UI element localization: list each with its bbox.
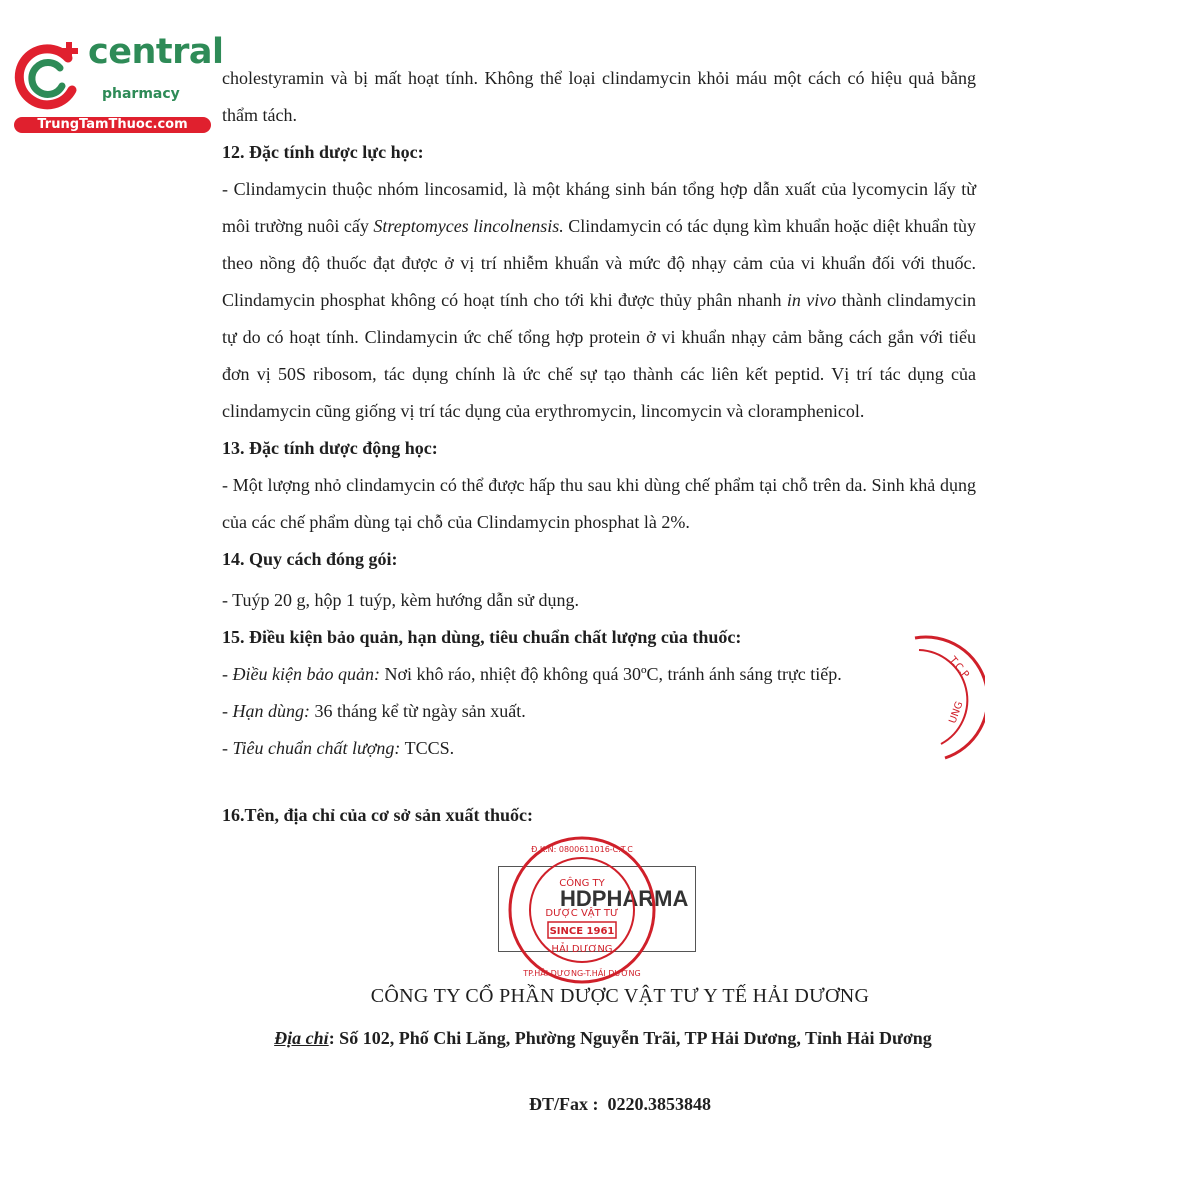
p12-part-a: - Clindamycin thuộc nhóm lincosamid, là một kháng sinh bán tổng hợp dẫn xuất của lycomycin lấy từ môi trường nuôi cấy <box>222 179 976 236</box>
heading-12: 12. Đặc tính dược lực học: <box>222 142 424 162</box>
company-address <box>248 1025 958 1052</box>
company-name: CÔNG TY CỔ PHẦN DƯỢC VẬT TƯ Y TẾ HẢI DƯƠNG <box>370 985 870 1007</box>
paragraph-13: - Một lượng nhỏ clindamycin có thể được hấp thu sau khi dùng chế phẩm tại chỗ trên da. Sinh khả dụng của các chế phẩm dùng tại chỗ của Clindamycin phosphat là 2%. <box>222 475 976 532</box>
hdpharma-mark: HDPHARMA <box>560 886 689 911</box>
heading-13: 13. Đặc tính dược động học: <box>222 438 438 458</box>
heading-15: 15. Điều kiện bảo quản, hạn dùng, tiêu chuẩn chất lượng của thuốc: <box>222 627 742 647</box>
since-label: SINCE 1961 <box>549 926 615 937</box>
stamp-bottom-ring: TP.HẢI DƯƠNG-T.HẢI DƯƠNG <box>523 969 641 978</box>
stamp-ring-text: Đ.K.N: 0800611016-C.T.C <box>531 845 633 854</box>
standard-text: TCCS. <box>400 738 455 758</box>
central-pharmacy-logo <box>10 32 224 138</box>
round-company-stamp <box>490 828 720 998</box>
logo-website: TrungTamThuoc.com <box>14 117 211 133</box>
central-logo-icon <box>10 38 90 118</box>
heading-14: 14. Quy cách đóng gói: <box>222 549 398 569</box>
p12-species: Streptomyces lincolnensis. <box>373 216 564 236</box>
heading-16: 16.Tên, địa chỉ của cơ sở sản xuất thuốc: <box>222 805 533 825</box>
expiry-text: 36 tháng kể từ ngày sản xuất. <box>310 701 526 721</box>
phone-label: ĐT/Fax : <box>529 1094 599 1114</box>
logo-brand-text: central <box>88 32 224 72</box>
standard-line <box>222 730 976 767</box>
p12-part-c: thành clindamycin tự do có hoạt tính. Clindamycin ức chế tổng hợp protein ở vi khuẩn nhạy cảm bằng cách gắn với tiểu đơn vị 50S ribosom, tác dụng chính là ức chế sự tạo thành các liên kết peptid. Vị trí tác dụng của clindamycin cũng giống vị trí tác dụng của erythromycin, lincomycin và cloramphenicol. <box>222 290 977 421</box>
company-seal-area <box>490 828 720 998</box>
expiry-line <box>222 693 976 730</box>
phone-value: 0220.3853848 <box>607 1094 711 1114</box>
partial-stamp-right <box>905 628 985 768</box>
phone-line <box>300 1094 940 1115</box>
stamp-side-text: T.C.P <box>946 654 971 681</box>
expiry-label: - Hạn dùng: <box>222 701 310 721</box>
paragraph-14: - Tuýp 20 g, hộp 1 tuýp, kèm hướng dẫn sử dụng. <box>222 590 580 610</box>
document-body <box>222 60 976 834</box>
storage-text: Nơi khô ráo, nhiệt độ không quá 30ºC, tránh ánh sáng trực tiếp. <box>379 664 842 684</box>
stamp-inner-3: HẢI DƯƠNG <box>551 944 613 955</box>
stamp-inner-2: DƯỢC VẬT TƯ <box>545 908 619 919</box>
stamp-side-text-2: UNG <box>947 700 966 726</box>
stamp-inner-1: CÔNG TY <box>559 878 605 889</box>
standard-label: - Tiêu chuẩn chất lượng: <box>222 738 401 758</box>
storage-label: - Điều kiện bảo quản: <box>222 664 380 684</box>
paragraph-intro: cholestyramin và bị mất hoạt tính. Không thể loại clindamycin khỏi máu một cách có hiệu quả bằng thẩm tách. <box>222 68 976 125</box>
logo-subtitle: pharmacy <box>102 86 180 102</box>
paragraph-12 <box>222 171 976 430</box>
p12-part-b: Clindamycin có tác dụng kìm khuẩn hoặc diệt khuẩn tùy theo nồng độ thuốc đạt được ở vị trí nhiễm khuẩn và mức độ nhạy cảm của vi khuẩn đối với thuốc. Clindamycin phosphat không có hoạt tính cho tới khi được thủy phân nhanh <box>222 216 976 310</box>
address-label: Địa chỉ <box>274 1028 329 1048</box>
p12-in-vivo: in vivo <box>786 290 837 310</box>
storage-line <box>222 656 976 693</box>
address-text: : Số 102, Phố Chi Lăng, Phường Nguyễn Trãi, TP Hải Dương, Tỉnh Hải Dương <box>328 1028 932 1048</box>
